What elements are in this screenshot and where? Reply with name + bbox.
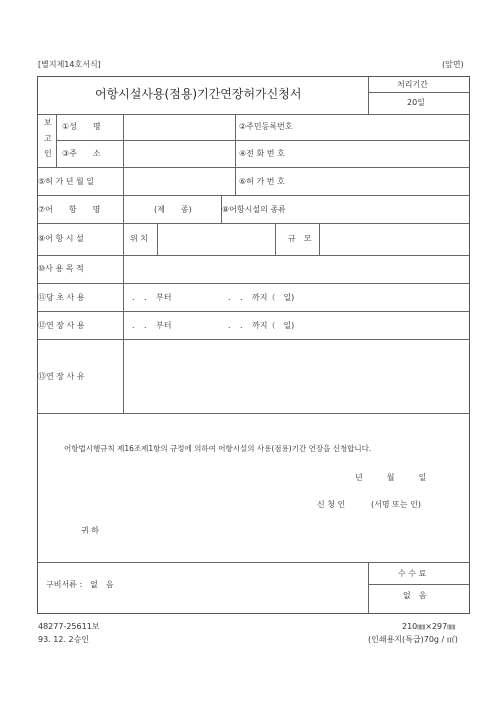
scale-label: 규 모 bbox=[288, 234, 312, 243]
port-class: (제 종) bbox=[154, 205, 192, 214]
approval-date: 93. 12. 2승인 bbox=[38, 635, 90, 644]
initial-period-to: ． ． 까지（ 일) bbox=[228, 293, 295, 302]
resident-id-label: ②주민등록번호 bbox=[239, 122, 293, 131]
initial-period-label: ⑪당 초 사 용 bbox=[38, 293, 85, 302]
extended-period-to: ． ． 까지（ 일) bbox=[228, 321, 295, 330]
address-label: ③주 소 bbox=[62, 149, 101, 158]
purpose-label: ⑩사 용 목 적 bbox=[38, 264, 84, 273]
extended-period-label: ⑫연 장 사 용 bbox=[38, 321, 85, 330]
fee-label: 수 수 료 bbox=[398, 569, 427, 578]
paper-size: 210㎜×297㎜ bbox=[402, 622, 456, 631]
applicant-label-3: 인 bbox=[44, 149, 52, 158]
name-label: ①성 명 bbox=[62, 122, 101, 131]
port-name-label: ⑦어 항 명 bbox=[38, 205, 101, 214]
applicant-label-1: 보 bbox=[44, 118, 52, 127]
statement: 어항법시행규칙 제16조제1항의 규정에 의하여 어항시설의 사용(점용)기간 연장을 신청합니다. bbox=[64, 444, 372, 453]
applicant-label-2: 고 bbox=[44, 134, 52, 143]
date-line: 년 월 일 bbox=[355, 473, 427, 482]
processing-period-label: 처리기간 bbox=[397, 80, 428, 89]
paper-spec: (인쇄용지(특급)70g / ㎡) bbox=[368, 635, 458, 644]
extended-period-from: ． ． 부터 bbox=[132, 321, 172, 330]
applicant-line: 신 청 인 bbox=[317, 500, 346, 509]
addressee: 귀 하 bbox=[81, 526, 99, 535]
page-side: (앞면) bbox=[442, 60, 464, 69]
fee-value: 없 음 bbox=[403, 591, 427, 600]
form-number: [별지제14호서식] bbox=[38, 60, 101, 69]
application-form bbox=[37, 76, 470, 614]
extension-reason-label: ⑬연 장 사 유 bbox=[38, 372, 85, 381]
form-title: 어항시설사용(점용)기간연장허가신청서 bbox=[95, 87, 302, 101]
permit-date-label: ⑤허 가 년 월 일 bbox=[38, 177, 94, 186]
attachments: 구비서류 : 없 음 bbox=[46, 580, 114, 589]
initial-period-from: ． ． 부터 bbox=[132, 293, 172, 302]
facility-type-label: ⑧어항시설의 종류 bbox=[222, 205, 286, 214]
location-label: 위 치 bbox=[130, 234, 148, 243]
phone-label: ④전 화 번 호 bbox=[239, 149, 285, 158]
facility-label: ⑨어 항 시 설 bbox=[38, 234, 84, 243]
processing-period-value: 20일 bbox=[407, 98, 425, 107]
form-code: 48277-25611보 bbox=[38, 622, 100, 631]
permit-number-label: ⑥허 가 번 호 bbox=[239, 177, 285, 186]
signature-note: (서명 또는 인) bbox=[371, 500, 421, 509]
